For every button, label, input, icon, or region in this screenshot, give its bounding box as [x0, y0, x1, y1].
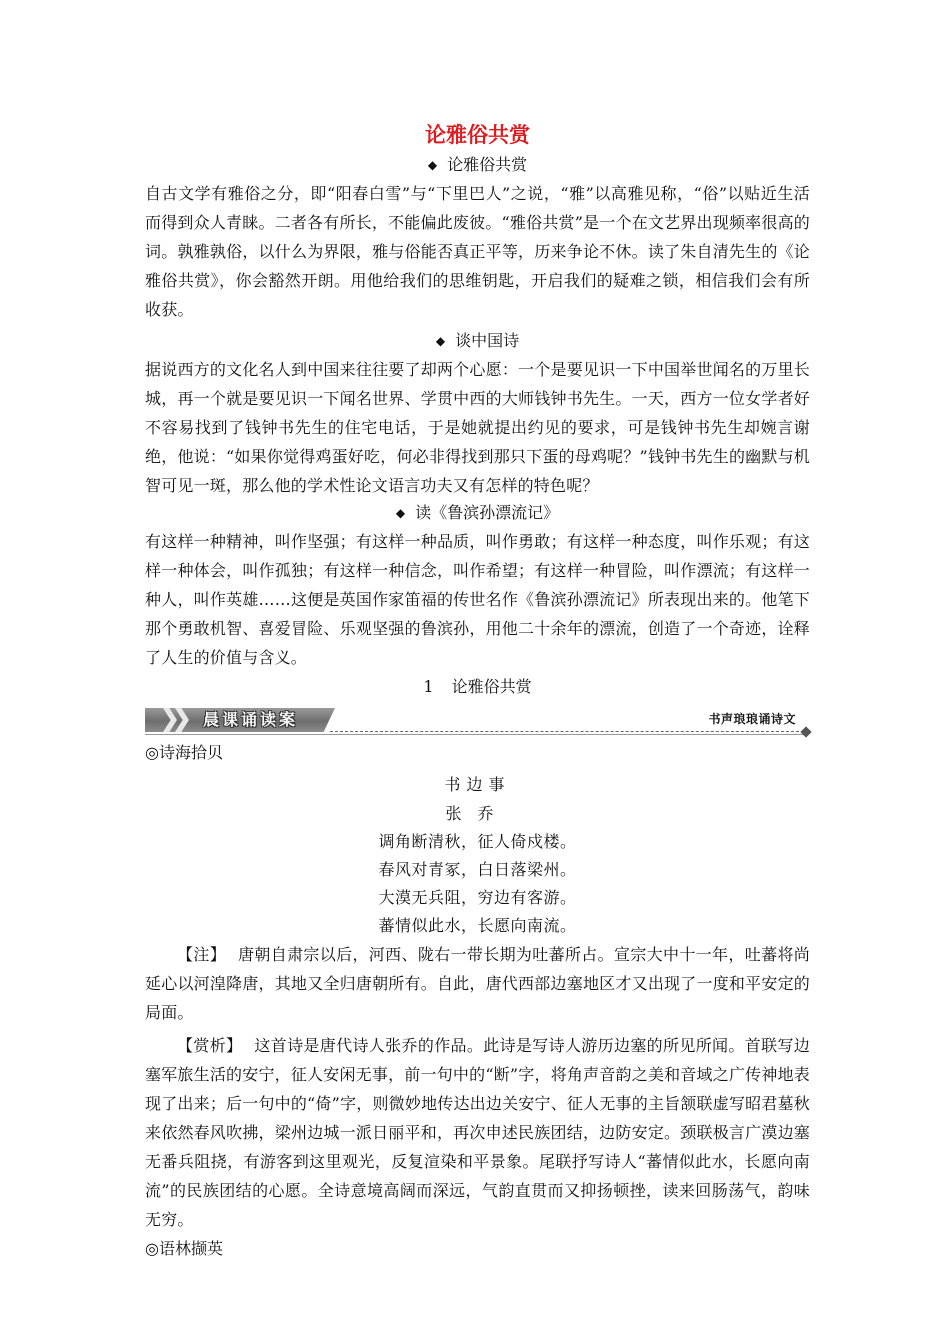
diamond-icon	[800, 726, 811, 737]
banner-slogan: 书声琅琅诵诗文	[708, 712, 796, 726]
poem-author: 张乔	[445, 804, 510, 823]
section-heading-text: 读《鲁滨孙漂流记》	[415, 503, 560, 522]
chapter-heading	[145, 672, 810, 702]
appreciation-paragraph	[145, 1031, 810, 1234]
note-tag: 【注】	[177, 945, 227, 964]
section-heading	[145, 328, 810, 355]
poem-line: 调角断清秋，征人倚戍楼。	[378, 832, 577, 851]
section-heading-text: 谈中国诗	[455, 331, 520, 350]
intro-paragraph: 据说西方的文化名人到中国来往往要了却两个心愿：一个是要见识一下中国举世闻名的万里长城，再一个就是要见识一下闻名世界、学贯中西的大师钱钟书先生。一天，西方一位女学者好不容易找到了钱钟书先生的住宅电话，于是她就提出约见的要求，可是钱钟书先生却婉言谢绝，他说：“如果你觉得鸡蛋好吃，何必非得找到那只下蛋的母鸡呢？”钱钟书先生的幽默与机智可见一斑，那么他的学术性论文语言功夫又有怎样的特色呢？	[145, 360, 810, 495]
appreciation-text: 这首诗是唐代诗人张乔的作品。此诗是写诗人游历边塞的所见所闻。首联写边塞军旅生活的安宁，征人安闲无事，前一句中的“断”字，将角声音韵之美和音域之广传神地表现了出来；后一句中的“倚”字，则微妙地传达出边关安宁、征人无事的主旨颔联虚写昭君墓秋来依然春风吹拂，梁州边城一派日丽平和，再次申述民族团结，边防安定。颈联极言广漠边塞无番兵阻挠，有游客到这里观光，反复渲染和平景象。尾联抒写诗人“蕃情似此水，长愿向南流”的民族团结的心愿。全诗意境高阔而深远，气韵直贯而又抑扬顿挫，读来回肠荡气，韵味无穷。	[145, 1036, 810, 1229]
poem-line: 蕃情似此水，长愿向南流。	[378, 916, 577, 935]
section-heading	[145, 152, 810, 179]
subsection-label: ◎语林撷英	[145, 1239, 223, 1258]
document-page	[145, 118, 810, 1264]
chapter-title: 论雅俗共赏	[451, 677, 532, 696]
page-title: 论雅俗共赏	[425, 122, 530, 147]
poem-line: 大漠无兵阻，穷边有客游。	[378, 888, 577, 907]
intro-paragraph: 自古文学有雅俗之分，即“阳春白雪”与“下里巴人”之说，“雅”以高雅见称，“俗”以贴近生活而得到众人青睐。二者各有所长，不能偏此废彼。“雅俗共赏”是一个在文艺界出现频率很高的词。孰雅孰俗，以什么为界限，雅与俗能否真正平等，历来争论不休。读了朱自清先生的《论雅俗共赏》，你会豁然开朗。用他给我们的思维钥匙，开启我们的疑难之锁，相信我们会有所收获。	[145, 184, 810, 319]
diamond-icon: ◆	[395, 506, 406, 520]
subsection-label: ◎诗海拾贝	[145, 743, 223, 762]
diamond-icon: ◆	[435, 334, 446, 348]
poem-title: 书边事	[444, 775, 511, 794]
diamond-icon: ◆	[427, 158, 438, 172]
intro-paragraph: 有这样一种精神，叫作坚强；有这样一种品质，叫作勇敢；有这样一种态度，叫作乐观；有这样一种体会，叫作孤独；有这样一种信念，叫作希望；有这样一种冒险，叫作漂流；有这样一种人，叫作英雄……这便是英国作家笛福的传世名作《鲁滨孙漂流记》所表现出来的。他笔下那个勇敢机智、喜爱冒险、乐观坚强的鲁滨孙，用他二十余年的漂流，创造了一个奇迹，诠释了人生的价值与含义。	[145, 532, 810, 667]
section-banner	[145, 704, 810, 738]
chapter-number: 1	[423, 677, 434, 696]
section-heading	[145, 500, 810, 527]
banner-divider	[145, 734, 804, 735]
section-heading-text: 论雅俗共赏	[447, 155, 528, 174]
appreciation-tag: 【赏析】	[177, 1036, 243, 1055]
banner-label: 晨课诵读案	[203, 710, 299, 729]
note-paragraph	[145, 940, 810, 1027]
note-text: 唐朝自肃宗以后，河西、陇右一带长期为吐蕃所占。宣宗大中十一年，吐蕃将尚延心以河湟降唐，其地又全归唐朝所有。自此，唐代西部边塞地区才又出现了一度和平安定的局面。	[145, 945, 810, 1022]
banner-divider	[330, 731, 804, 732]
poem-line: 春风对青冢，白日落梁州。	[378, 860, 577, 879]
